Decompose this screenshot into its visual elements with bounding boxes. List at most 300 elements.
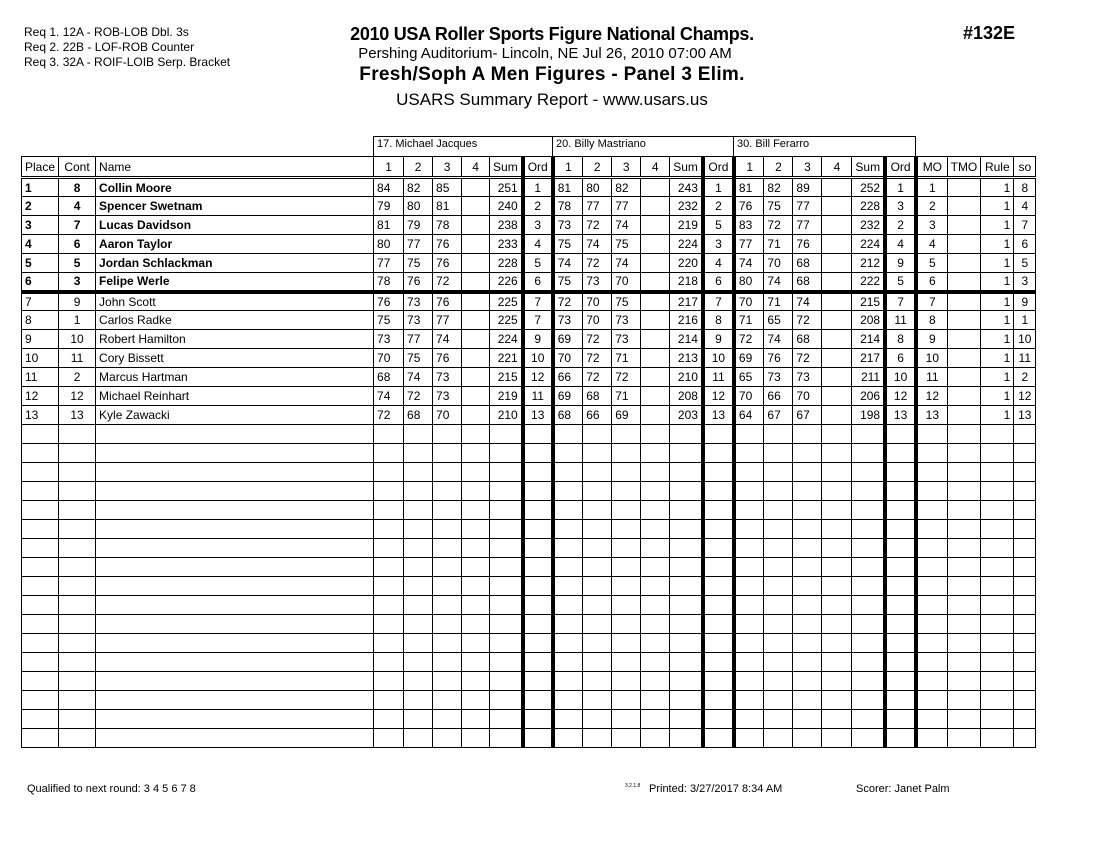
judge-3-sum: 252 [852, 178, 885, 197]
empty-cell [734, 558, 764, 577]
empty-cell [764, 501, 793, 520]
judge-3-score-1: 83 [734, 216, 764, 235]
so-cell: 9 [1014, 292, 1036, 311]
judge-3-score-2: 71 [764, 292, 793, 311]
empty-cell [433, 463, 462, 482]
empty-cell [490, 520, 523, 539]
empty-cell [583, 615, 612, 634]
judge-2-sum: 243 [670, 178, 703, 197]
empty-cell [703, 425, 734, 444]
empty-cell [981, 482, 1014, 501]
empty-cell [374, 653, 404, 672]
empty-cell [703, 672, 734, 691]
empty-cell [641, 501, 670, 520]
empty-cell [703, 482, 734, 501]
empty-cell [433, 501, 462, 520]
judge-1-ordinal: 12 [523, 368, 553, 387]
table-row [22, 349, 1036, 368]
empty-cell [793, 463, 822, 482]
empty-cell [583, 482, 612, 501]
empty-cell [670, 577, 703, 596]
empty-cell [670, 596, 703, 615]
empty-cell [793, 539, 822, 558]
judge-3-score-4 [822, 235, 852, 254]
empty-row [22, 425, 1036, 444]
empty-cell [764, 634, 793, 653]
empty-cell [734, 463, 764, 482]
empty-cell [462, 577, 490, 596]
skater-name-cell: Marcus Hartman [96, 368, 374, 387]
empty-cell [885, 444, 916, 463]
empty-cell [490, 634, 523, 653]
empty-cell [22, 425, 59, 444]
empty-cell [59, 482, 96, 501]
judge-3-sum: 222 [852, 273, 885, 292]
judge-1-score-1: 80 [374, 235, 404, 254]
empty-cell [404, 577, 433, 596]
empty-cell [764, 444, 793, 463]
empty-cell [374, 539, 404, 558]
so-cell: 11 [1014, 349, 1036, 368]
skater-name-cell: Felipe Werle [96, 273, 374, 292]
empty-cell [947, 577, 981, 596]
empty-cell [583, 672, 612, 691]
judge-1-score-3: 78 [433, 216, 462, 235]
empty-cell [947, 634, 981, 653]
empty-cell [703, 615, 734, 634]
empty-cell [852, 501, 885, 520]
empty-cell [734, 634, 764, 653]
judge-3-sum: 232 [852, 216, 885, 235]
judge-3-ordinal: 12 [885, 387, 916, 406]
tmo-cell [947, 368, 981, 387]
empty-cell [793, 691, 822, 710]
empty-cell [490, 577, 523, 596]
empty-cell [553, 577, 583, 596]
empty-cell [703, 577, 734, 596]
empty-cell [764, 615, 793, 634]
mo-cell: 6 [916, 273, 947, 292]
empty-cell [641, 691, 670, 710]
empty-cell [764, 463, 793, 482]
empty-row [22, 672, 1036, 691]
rule-cell: 1 [981, 292, 1014, 311]
skater-name-cell: Aaron Taylor [96, 235, 374, 254]
judge-3-score-4 [822, 254, 852, 273]
judge-2-score-1: 66 [553, 368, 583, 387]
empty-cell [1014, 577, 1036, 596]
empty-cell [885, 710, 916, 729]
empty-cell [947, 672, 981, 691]
empty-cell [612, 653, 641, 672]
judge-1-score-1: 74 [374, 387, 404, 406]
empty-cell [490, 672, 523, 691]
empty-cell [462, 501, 490, 520]
place-cell: 6 [22, 273, 59, 292]
requirement-3: Req 3. 32A - ROIF-LOIB Serp. Bracket [24, 55, 231, 69]
empty-cell [612, 558, 641, 577]
empty-cell [670, 463, 703, 482]
empty-cell [404, 539, 433, 558]
empty-cell [947, 691, 981, 710]
empty-cell [734, 482, 764, 501]
empty-cell [612, 634, 641, 653]
empty-row [22, 615, 1036, 634]
empty-cell [916, 672, 947, 691]
table-row [22, 330, 1036, 349]
empty-cell [734, 596, 764, 615]
empty-cell [885, 615, 916, 634]
judge-2-score-1: 78 [553, 197, 583, 216]
empty-cell [793, 444, 822, 463]
judge-3-sum: 211 [852, 368, 885, 387]
empty-cell [374, 672, 404, 691]
empty-cell [947, 729, 981, 748]
empty-cell [96, 691, 374, 710]
empty-cell [462, 558, 490, 577]
judge-1-ordinal: 2 [523, 197, 553, 216]
empty-cell [96, 634, 374, 653]
empty-cell [462, 729, 490, 748]
empty-cell [703, 520, 734, 539]
judge-2-score-4 [641, 330, 670, 349]
empty-cell [374, 482, 404, 501]
judge-1-score-4 [462, 235, 490, 254]
empty-cell [462, 691, 490, 710]
empty-cell [433, 672, 462, 691]
empty-cell [612, 596, 641, 615]
judge-2-ordinal: 3 [703, 235, 734, 254]
requirement-2: Req 2. 22B - LOF-ROB Counter [24, 40, 195, 54]
table-row [22, 292, 1036, 311]
empty-cell [490, 463, 523, 482]
empty-cell [852, 482, 885, 501]
judge-2-score-2: 72 [583, 254, 612, 273]
empty-cell [96, 444, 374, 463]
empty-cell [885, 501, 916, 520]
judge-1-score-2: 73 [404, 292, 433, 311]
empty-cell [793, 672, 822, 691]
judge-3-sum: 206 [852, 387, 885, 406]
empty-cell [852, 577, 885, 596]
col-place: Place [22, 157, 59, 178]
empty-cell [670, 520, 703, 539]
empty-cell [59, 444, 96, 463]
tmo-cell [947, 330, 981, 349]
judge-1-label: 17. Michael Jacques [373, 136, 553, 156]
empty-cell [852, 444, 885, 463]
judge-1-ordinal: 9 [523, 330, 553, 349]
empty-cell [523, 520, 553, 539]
empty-cell [822, 482, 852, 501]
judge-1-score-1: 78 [374, 273, 404, 292]
judge-1-score-4 [462, 406, 490, 425]
rule-cell: 1 [981, 311, 1014, 330]
empty-cell [462, 482, 490, 501]
judge-3-score-3: 89 [793, 178, 822, 197]
judge-2-score-4 [641, 311, 670, 330]
empty-cell [59, 710, 96, 729]
judge-3-score-1: 81 [734, 178, 764, 197]
empty-cell [885, 691, 916, 710]
empty-cell [374, 558, 404, 577]
empty-cell [916, 425, 947, 444]
empty-cell [433, 710, 462, 729]
empty-cell [96, 539, 374, 558]
empty-cell [670, 425, 703, 444]
empty-cell [947, 463, 981, 482]
judge-3-score-3: 67 [793, 406, 822, 425]
col-rule: Rule [981, 157, 1014, 178]
empty-cell [703, 539, 734, 558]
table-row [22, 178, 1036, 197]
judge-3-score-4 [822, 349, 852, 368]
judge-1-sum: 240 [490, 197, 523, 216]
judge-3-score-1: 80 [734, 273, 764, 292]
empty-cell [822, 501, 852, 520]
judge-1-score-4 [462, 349, 490, 368]
empty-cell [433, 539, 462, 558]
judge-3-score-2: 75 [764, 197, 793, 216]
empty-cell [670, 482, 703, 501]
mo-cell: 5 [916, 254, 947, 273]
empty-cell [703, 691, 734, 710]
judge-1-score-3: 76 [433, 292, 462, 311]
judge-1-score-2: 73 [404, 311, 433, 330]
empty-cell [981, 729, 1014, 748]
empty-cell [670, 691, 703, 710]
judge-2-ordinal: 6 [703, 273, 734, 292]
empty-cell [947, 596, 981, 615]
empty-cell [703, 444, 734, 463]
col-j3-s3: 3 [793, 157, 822, 178]
judge-1-score-2: 80 [404, 197, 433, 216]
empty-cell [612, 615, 641, 634]
empty-cell [793, 501, 822, 520]
empty-cell [641, 615, 670, 634]
empty-cell [96, 463, 374, 482]
judge-1-score-4 [462, 178, 490, 197]
judge-1-ordinal: 3 [523, 216, 553, 235]
empty-cell [490, 444, 523, 463]
empty-cell [404, 558, 433, 577]
empty-cell [374, 425, 404, 444]
empty-cell [433, 634, 462, 653]
empty-cell [523, 615, 553, 634]
judge-2-score-1: 81 [553, 178, 583, 197]
judge-3-ordinal: 11 [885, 311, 916, 330]
col-j1-s3: 3 [433, 157, 462, 178]
empty-cell [433, 577, 462, 596]
empty-cell [852, 615, 885, 634]
empty-cell [612, 710, 641, 729]
empty-cell [822, 539, 852, 558]
rule-cell: 1 [981, 406, 1014, 425]
empty-cell [793, 425, 822, 444]
empty-cell [764, 482, 793, 501]
empty-cell [916, 444, 947, 463]
judge-3-score-4 [822, 216, 852, 235]
requirement-1: Req 1. 12A - ROB-LOB Dbl. 3s [24, 25, 189, 39]
empty-cell [1014, 558, 1036, 577]
empty-cell [553, 539, 583, 558]
empty-cell [523, 596, 553, 615]
judge-1-sum: 210 [490, 406, 523, 425]
empty-cell [885, 425, 916, 444]
col-j3-s4: 4 [822, 157, 852, 178]
empty-cell [1014, 596, 1036, 615]
empty-cell [22, 539, 59, 558]
table-row [22, 311, 1036, 330]
skater-name-cell: Michael Reinhart [96, 387, 374, 406]
empty-cell [947, 425, 981, 444]
empty-cell [852, 729, 885, 748]
empty-cell [822, 615, 852, 634]
contestant-number-cell: 9 [59, 292, 96, 311]
report-title: 2010 USA Roller Sports Figure National Champs. [350, 24, 754, 44]
empty-cell [583, 501, 612, 520]
empty-cell [670, 634, 703, 653]
empty-cell [947, 444, 981, 463]
judge-2-ordinal: 10 [703, 349, 734, 368]
empty-cell [22, 653, 59, 672]
col-j2-ord: Ord [703, 157, 734, 178]
empty-cell [822, 729, 852, 748]
judge-2-sum: 217 [670, 292, 703, 311]
judge-3-ordinal: 13 [885, 406, 916, 425]
judge-2-score-3: 77 [612, 197, 641, 216]
empty-cell [523, 672, 553, 691]
judge-3-sum: 198 [852, 406, 885, 425]
table-row [22, 235, 1036, 254]
judge-3-score-2: 74 [764, 330, 793, 349]
judge-2-sum: 214 [670, 330, 703, 349]
judge-3-score-1: 64 [734, 406, 764, 425]
judge-2-ordinal: 11 [703, 368, 734, 387]
mo-cell: 2 [916, 197, 947, 216]
judge-3-ordinal: 5 [885, 273, 916, 292]
empty-cell [641, 463, 670, 482]
empty-cell [404, 444, 433, 463]
empty-cell [583, 558, 612, 577]
empty-row [22, 482, 1036, 501]
empty-cell [553, 672, 583, 691]
judge-3-score-3: 68 [793, 273, 822, 292]
empty-cell [981, 501, 1014, 520]
empty-cell [462, 596, 490, 615]
judge-1-sum: 215 [490, 368, 523, 387]
empty-cell [1014, 653, 1036, 672]
so-cell: 7 [1014, 216, 1036, 235]
empty-cell [1014, 729, 1036, 748]
judge-1-ordinal: 6 [523, 273, 553, 292]
judge-3-ordinal: 4 [885, 235, 916, 254]
mo-cell: 11 [916, 368, 947, 387]
skater-name-cell: Collin Moore [96, 178, 374, 197]
empty-cell [703, 463, 734, 482]
empty-cell [981, 634, 1014, 653]
empty-cell [553, 634, 583, 653]
empty-cell [734, 539, 764, 558]
empty-row [22, 596, 1036, 615]
empty-cell [885, 577, 916, 596]
judge-2-ordinal: 12 [703, 387, 734, 406]
judge-1-ordinal: 7 [523, 311, 553, 330]
judge-3-score-2: 72 [764, 216, 793, 235]
empty-cell [612, 672, 641, 691]
judge-2-score-4 [641, 273, 670, 292]
empty-cell [641, 425, 670, 444]
empty-cell [59, 558, 96, 577]
empty-cell [22, 501, 59, 520]
empty-cell [852, 520, 885, 539]
empty-cell [404, 501, 433, 520]
empty-cell [374, 501, 404, 520]
judge-1-ordinal: 7 [523, 292, 553, 311]
col-j2-sum: Sum [670, 157, 703, 178]
empty-cell [490, 558, 523, 577]
empty-cell [433, 596, 462, 615]
judge-1-score-4 [462, 368, 490, 387]
judge-1-score-3: 77 [433, 311, 462, 330]
empty-cell [462, 463, 490, 482]
empty-cell [793, 577, 822, 596]
empty-cell [793, 596, 822, 615]
judge-2-ordinal: 8 [703, 311, 734, 330]
empty-cell [670, 444, 703, 463]
empty-cell [916, 463, 947, 482]
empty-cell [404, 634, 433, 653]
rule-cell: 1 [981, 254, 1014, 273]
judge-3-score-1: 77 [734, 235, 764, 254]
judge-3-ordinal: 3 [885, 197, 916, 216]
empty-cell [553, 710, 583, 729]
empty-cell [59, 691, 96, 710]
judge-1-ordinal: 11 [523, 387, 553, 406]
empty-row [22, 691, 1036, 710]
empty-cell [822, 577, 852, 596]
empty-cell [22, 710, 59, 729]
judge-1-score-4 [462, 197, 490, 216]
judge-3-score-2: 70 [764, 254, 793, 273]
empty-cell [404, 596, 433, 615]
empty-cell [981, 425, 1014, 444]
empty-cell [404, 463, 433, 482]
empty-cell [59, 425, 96, 444]
col-j1-ord: Ord [523, 157, 553, 178]
judge-3-score-3: 70 [793, 387, 822, 406]
contestant-number-cell: 5 [59, 254, 96, 273]
skater-name-cell: Lucas Davidson [96, 216, 374, 235]
empty-cell [981, 463, 1014, 482]
judge-1-ordinal: 13 [523, 406, 553, 425]
judge-3-score-2: 65 [764, 311, 793, 330]
empty-cell [374, 444, 404, 463]
empty-cell [374, 691, 404, 710]
empty-cell [981, 444, 1014, 463]
judge-2-score-1: 68 [553, 406, 583, 425]
judge-2-sum: 218 [670, 273, 703, 292]
judge-1-score-2: 68 [404, 406, 433, 425]
empty-cell [916, 653, 947, 672]
empty-cell [1014, 672, 1036, 691]
empty-cell [523, 425, 553, 444]
empty-cell [433, 444, 462, 463]
judge-1-score-1: 76 [374, 292, 404, 311]
judge-2-sum: 232 [670, 197, 703, 216]
judge-3-ordinal: 10 [885, 368, 916, 387]
judge-1-score-3: 73 [433, 387, 462, 406]
